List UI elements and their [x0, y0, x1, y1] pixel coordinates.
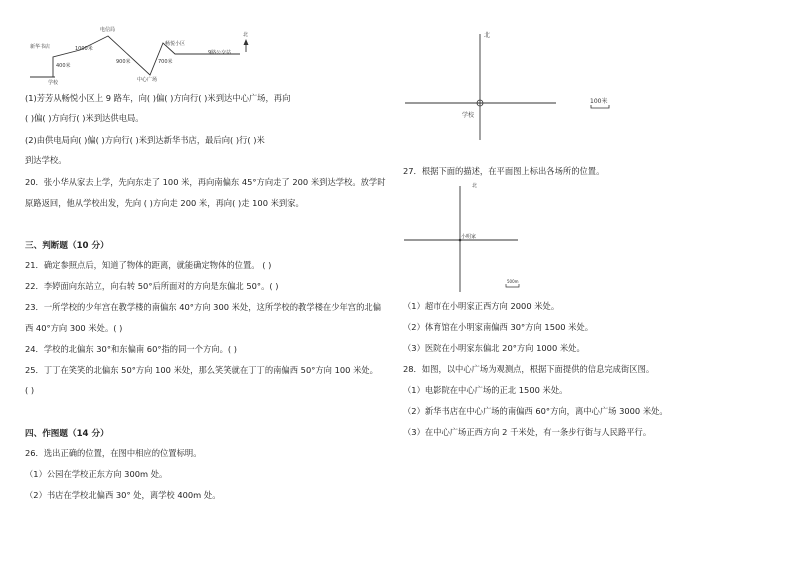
q28-item2: （2）新华书店在中心广场的南偏西 60°方向，离中心广场 3000 米处。 [403, 406, 668, 416]
judge-q25-line1: 25．丁丁在笑笑的北偏东 50°方向 100 米处，那么笑笑就在丁丁的南偏西 50°方向 100 米处。 [25, 365, 378, 375]
q19-2-line1: (2)由供电局向( )偏( )方向行( )米到达新华书店，最后向( )行( )米 [25, 135, 265, 145]
section3-title: 三、判断题（10 分） [25, 241, 109, 251]
q27-item3: （3）医院在小明家东偏北 20°方向 1000 米处。 [403, 343, 585, 353]
q27-item2: （2）体育馆在小明家南偏西 30°方向 1500 米处。 [403, 322, 594, 332]
diagram26-north-label: 北 [484, 32, 491, 39]
route-bus-label: 9路公交站 [208, 50, 232, 56]
q19-1-line2: ( )偏( )方向行( )米到达供电局。 [25, 113, 144, 123]
diagram27-scale-bar [506, 284, 519, 287]
route-north-label: 北 [243, 32, 249, 38]
judge-q24: 24．学校的北偏东 30°和东偏南 60°指的同一个方向。( ) [25, 344, 237, 354]
q27-item1: （1）超市在小明家正西方向 2000 米处。 [403, 301, 560, 311]
q27-intro: 27．根据下面的描述，在平面图上标出各场所的位置。 [403, 166, 605, 176]
q19-2-line2: 到达学校。 [25, 155, 67, 165]
route-d1000-label: 1000米 [75, 46, 93, 52]
route-center-label: 中心广场 [137, 77, 158, 83]
q26-item2: （2）书店在学校北偏西 30° 处，离学校 400m 处。 [25, 490, 221, 500]
q26-item1: （1）公园在学校正东方向 300m 处。 [25, 469, 168, 479]
q20-line2: 原路返回，他从学校出发，先向 ( )方向走 200 米，再向( )走 100 米到家。 [25, 198, 304, 208]
diagram26-scale-label: 100米 [590, 98, 608, 105]
route-xinhua-label: 新华书店 [30, 44, 51, 50]
q19-1-line1: (1)芳芳从畅悦小区上 9 路车，向( )偏( )方向行( )米到达中心广场，再向 [25, 93, 291, 103]
q28-item1: （1）电影院在中心广场的正北 1500 米处。 [403, 385, 568, 395]
route-d700-label: 700米 [158, 59, 173, 65]
section4-title: 四、作图题（14 分） [25, 429, 109, 439]
q26-intro: 26．选出正确的位置，在图中相应的位置标明。 [25, 448, 202, 458]
judge-q21: 21．确定参照点后，知道了物体的距离，就能确定物体的位置。 ( ) [25, 260, 272, 270]
route-d900-label: 900米 [116, 59, 131, 65]
judge-q22: 22．李婷面向东站立，向右转 50°后所面对的方向是东偏北 50°。( ) [25, 281, 279, 291]
diagram27-north-label: 北 [472, 183, 478, 189]
route-school-label: 学校 [48, 80, 59, 86]
diagram27-home-label: 小明家 [461, 234, 477, 240]
judge-q25-line2: ( ) [25, 385, 35, 395]
diagram27-scale-label: 500m [507, 279, 519, 284]
q28-intro: 28．如图，以中心广场为观测点，根据下面提供的信息完成街区图。 [403, 364, 655, 374]
diagram26-school-label: 学校 [462, 112, 475, 119]
route-dianxin-label: 电信局 [100, 27, 116, 33]
judge-q23-line2: 西 40°方向 300 米处。( ) [25, 323, 123, 333]
route-d400-label: 400米 [56, 63, 71, 69]
q20-line1: 20．张小华从家去上学，先向东走了 100 米，再向南偏东 45°方向走了 200 米到达学校。放学时 [25, 177, 386, 187]
q28-item3: （3）在中心广场正西方向 2 千米处，有一条步行街与人民路平行。 [403, 427, 652, 437]
route-yuexiu-label: 畅悦小区 [165, 41, 186, 47]
judge-q23-line1: 23．一所学校的少年宫在教学楼的南偏东 40°方向 300 米处，这所学校的教学楼在少年宫的北偏 [25, 302, 381, 312]
